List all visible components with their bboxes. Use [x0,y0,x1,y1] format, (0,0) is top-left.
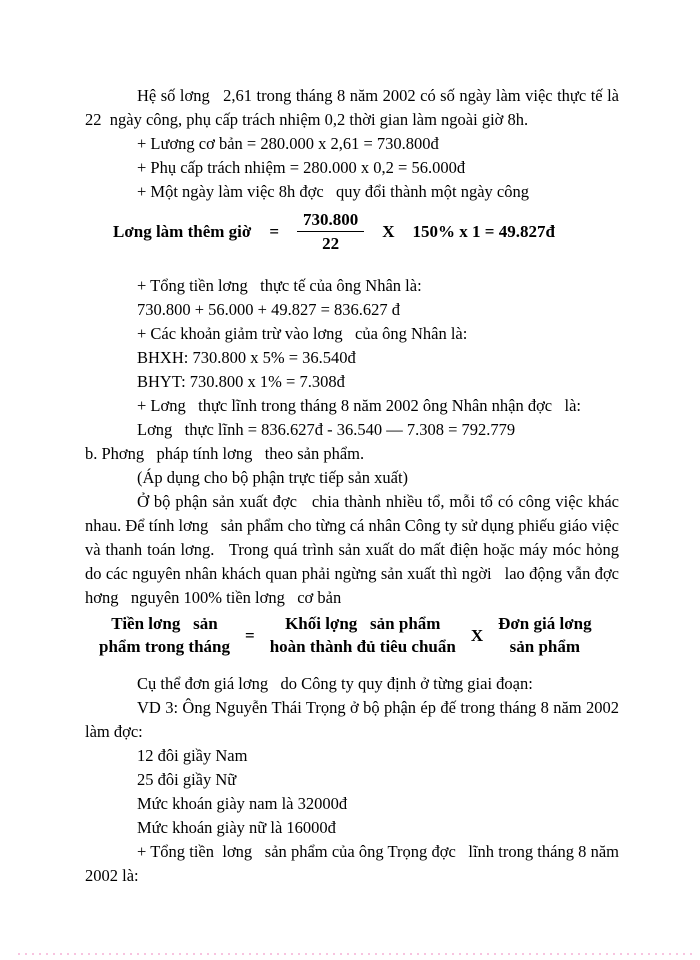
para-salary-coefficient-intro: Hệ số lơng 2,61 trong tháng 8 năm 2002 có số ngày làm việc thực tế là 22 ngày công, phụ cấp trách nhiệm 0,2 thời gian làm ngoài giờ 8h. [85,86,624,129]
multiply-sign: X [382,221,395,241]
para-mens-shoes-rate: Mức khoán giày nam là 32000đ [137,794,348,813]
para-unit-price-note: Cụ thể đơn giá lơng do Công ty quy định ở từng giai đoạn: [137,674,533,693]
para-production-description: Ở bộ phận sản xuất đợc chia thành nhiều tổ, mỗi tổ có công việc khác nhau. Để tính lơng sản phẩm cho từng cá nhân Công ty sử dụng phiếu giáo việc và thanh toán lơng. Trong quá trình sản xuất do mất điện hoặc máy móc hỏng do các nguyên nhân khách quan phải ngừng sản xuất thì ngời lao động vẫn đợc hơng nguyên 100% tiền lơng cơ bản [85,492,632,607]
fraction-denominator: 22 [322,234,340,253]
formula-piecework-left-line2: phẩm trong tháng [99,637,230,656]
formula-piecework-middle [270,612,456,658]
para-health-insurance: BHYT: 730.800 x 1% = 7.308đ [137,372,345,391]
para-womens-shoes-rate: Mức khoán giày nữ là 16000đ [137,818,336,837]
page-bottom-dotted-line [18,953,694,955]
para-applies-to-production: (Áp dụng cho bộ phận trực tiếp sản xuất) [137,468,409,487]
para-net-salary-label: + Lơng thực lĩnh trong tháng 8 năm 2002 ông Nhân nhận đợc là: [137,396,582,415]
para-mens-shoes-qty: 12 đôi giầy Nam [137,746,248,765]
fraction [297,209,364,254]
para-social-insurance: BHXH: 730.800 x 5% = 36.540đ [137,348,356,367]
fraction-numerator: 730.800 [297,209,364,232]
para-workday-conversion: + Một ngày làm việc 8h đợc quy đổi thành một ngày công [137,182,529,201]
formula-piecework-left [99,612,230,658]
formula-overtime-result: 150% x 1 = 49.827đ [412,221,555,241]
para-womens-shoes-qty: 25 đôi giầy Nữ [137,770,237,789]
document-body [85,0,632,888]
equals-sign: = [245,625,255,645]
formula-overtime-pay [85,209,619,254]
para-total-actual-salary-label: + Tổng tiền lơng thực tế của ông Nhân là: [137,276,422,295]
para-deductions-label: + Các khoản giảm trừ vào lơng của ông Nhân là: [137,324,468,343]
formula-piecework-right-line1: Đơn giá lơng [498,614,592,633]
para-responsibility-allowance: + Phụ cấp trách nhiệm = 280.000 x 0,2 = 56.000đ [137,158,466,177]
para-total-actual-salary-calc: 730.800 + 56.000 + 49.827 = 836.627 đ [137,300,401,319]
formula-piecework-right [498,612,591,658]
para-net-salary-calc: Lơng thực lĩnh = 836.627đ - 36.540 — 7.308 = 792.779 [137,420,516,439]
formula-piecework-right-line2: sản phẩm [509,637,581,656]
formula-overtime-label: Lơng làm thêm giờ [113,221,252,241]
formula-piecework-pay [85,612,619,658]
para-example-3-intro: VD 3: Ông Nguyễn Thái Trọng ở bộ phận ép đế trong tháng 8 năm 2002 làm đợc: [85,698,624,741]
formula-piecework-middle-line2: hoàn thành đủ tiêu chuẩn [269,637,456,656]
equals-sign: = [269,221,279,241]
multiply-sign: X [470,625,484,645]
formula-piecework-left-line1: Tiền lơng sản [111,614,218,633]
heading-piecework-method: b. Phơng pháp tính lơng theo sản phẩm. [85,444,365,463]
para-basic-salary: + Lương cơ bản = 280.000 x 2,61 = 730.800đ [137,134,439,153]
formula-piecework-middle-line1: Khối lợng sản phẩm [285,614,441,633]
para-total-piecework-salary: + Tổng tiền lơng sản phẩm của ông Trọng đợc lĩnh trong tháng 8 năm 2002 là: [85,842,624,885]
